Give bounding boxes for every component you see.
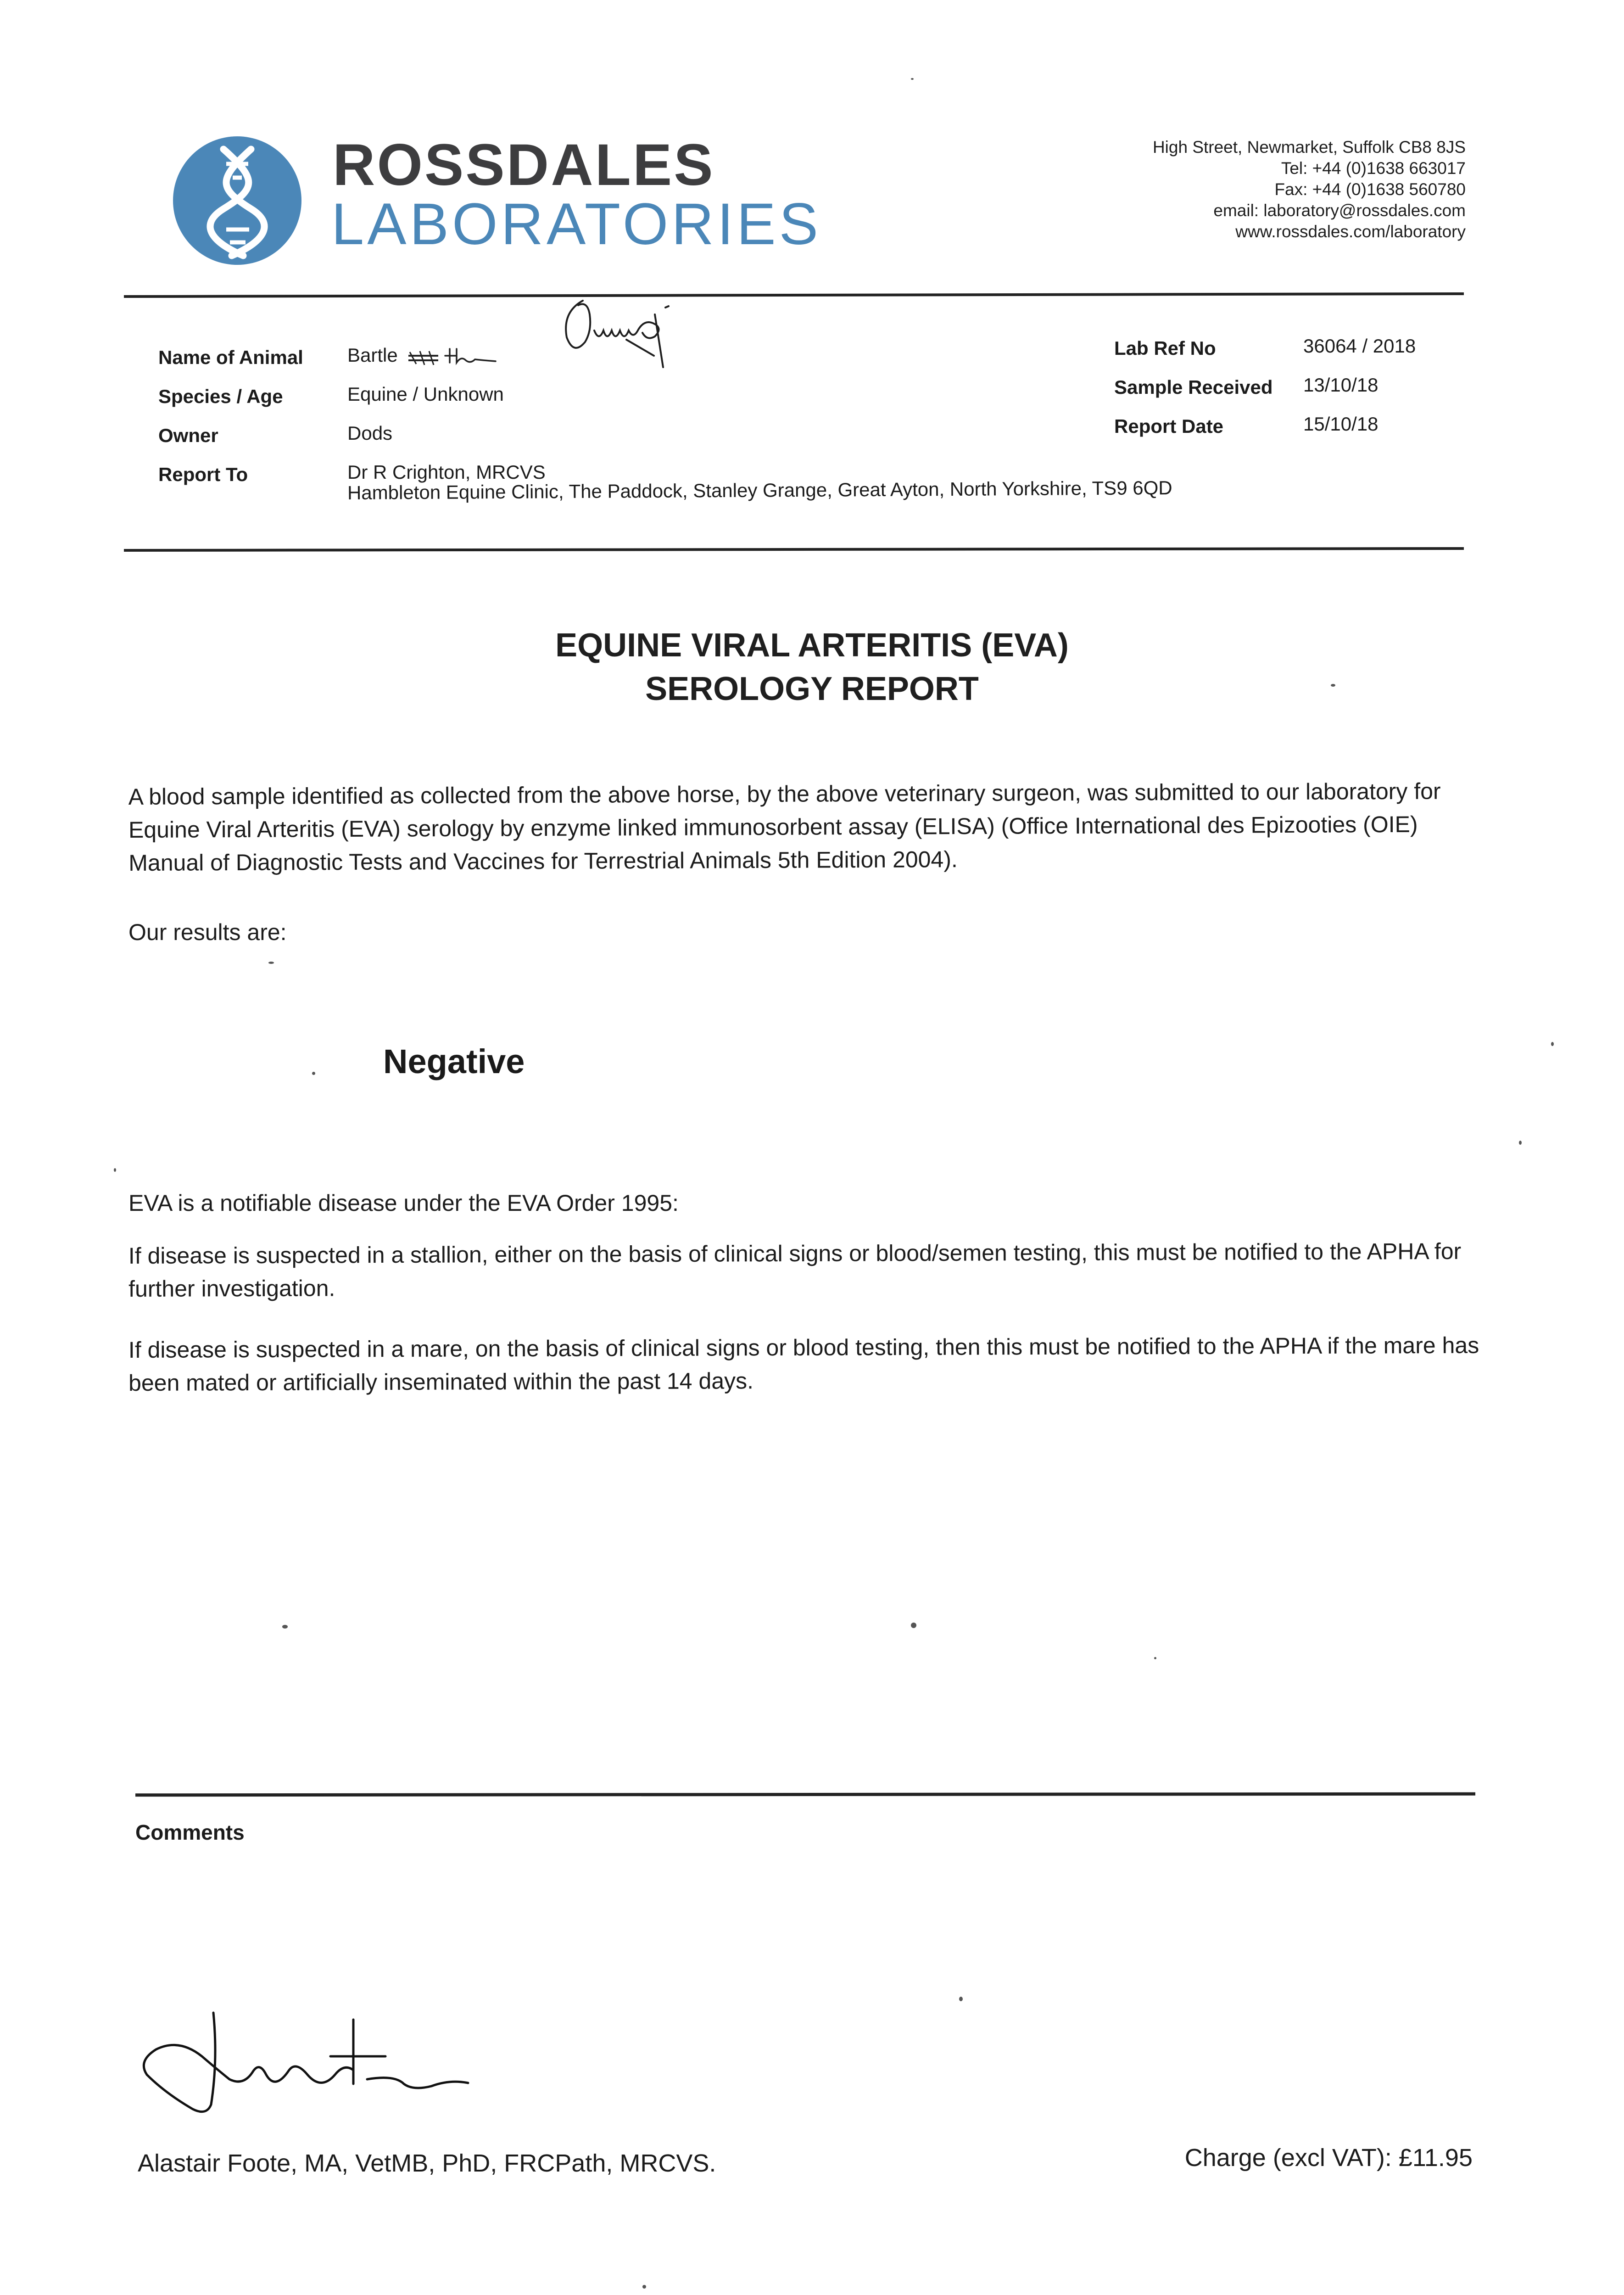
report-title-line1: EQUINE VIRAL ARTERITIS (EVA) — [555, 627, 1069, 664]
owner-label: Owner — [158, 425, 218, 446]
notifiable-statement: EVA is a notifiable disease under the EVA Order 1995: — [128, 1190, 679, 1216]
lab-ref-value: 36064 / 2018 — [1303, 335, 1416, 357]
mare-note: If disease is suspected in a mare, on the basis of clinical signs or blood testing, then this must be notified to the APHA if the mare has been mated or artificially inseminated within the past 14 days. — [128, 1332, 1479, 1396]
comments-divider — [135, 1792, 1475, 1797]
name-of-animal-value: Bartle — [347, 344, 398, 366]
scan-speck — [282, 1625, 288, 1629]
scan-speck — [642, 2285, 646, 2289]
contact-web: www.rossdales.com/laboratory — [1235, 222, 1466, 241]
details-divider — [124, 547, 1464, 552]
report-date-label: Report Date — [1114, 415, 1224, 437]
signatory-name: Alastair Foote, MA, VetMB, PhD, FRCPath, MRCVS. — [138, 2149, 716, 2177]
scan-speck — [312, 1072, 315, 1075]
report-title-line2: SEROLOGY REPORT — [645, 671, 979, 707]
dna-helix-icon — [172, 135, 303, 266]
intro-paragraph: A blood sample identified as collected from the above horse, by the above veterinary surgeon, was submitted to our laboratory for Equine Viral Arteritis (EVA) serology by enzyme linked immunosorbent assay (ELISA) (Office International des Epizooties (OIE) Manual of Diagnostic Tests and Vaccines for Terrestrial Animals 5th Edition 2004). — [128, 778, 1441, 876]
report-to-line2: Hambleton Equine Clinic, The Paddock, Stanley Grange, Great Ayton, North Yorkshire, TS9 6QD — [347, 477, 1172, 504]
brand-name-line2: LABORATORIES — [331, 191, 821, 257]
scan-speck — [268, 962, 274, 964]
sample-received-label: Sample Received — [1114, 376, 1273, 398]
handwritten-initials — [548, 287, 686, 381]
stallion-note: If disease is suspected in a stallion, either on the basis of clinical signs or blood/semen testing, this must be notified to the APHA for further investigation. — [128, 1238, 1462, 1302]
report-date-value: 15/10/18 — [1303, 413, 1378, 435]
report-to-line1: Dr R Crighton, MRCVS — [347, 461, 546, 483]
contact-fax: Fax: +44 (0)1638 560780 — [1274, 180, 1466, 199]
contact-block — [1153, 137, 1466, 242]
results-lead: Our results are: — [128, 919, 287, 945]
owner-value: Dods — [347, 422, 393, 444]
scan-speck — [959, 1997, 963, 2001]
species-age-label: Species / Age — [158, 386, 283, 407]
handwritten-correction — [406, 342, 498, 372]
report-to-label: Report To — [158, 464, 248, 485]
species-age-value: Equine / Unknown — [347, 383, 504, 405]
sample-received-value: 13/10/18 — [1303, 374, 1378, 396]
scan-speck — [911, 1623, 916, 1628]
scan-speck — [114, 1168, 116, 1172]
contact-address: High Street, Newmarket, Suffolk CB8 8JS — [1152, 138, 1466, 157]
scan-speck — [1551, 1042, 1554, 1046]
contact-email: email: laboratory@rossdales.com — [1213, 201, 1466, 220]
charge-amount: Charge (excl VAT): £11.95 — [1184, 2144, 1473, 2172]
scan-speck — [1519, 1141, 1522, 1145]
result-value: Negative — [383, 1042, 525, 1080]
comments-label: Comments — [135, 1820, 245, 1844]
header-divider — [124, 292, 1464, 298]
scan-speck — [1331, 684, 1335, 687]
name-of-animal-label: Name of Animal — [158, 347, 303, 368]
brand-name-line1: ROSSDALES — [333, 132, 715, 198]
scan-speck — [1154, 1657, 1156, 1659]
scan-speck — [911, 78, 914, 80]
signature — [138, 2006, 496, 2127]
lab-ref-label: Lab Ref No — [1114, 337, 1216, 359]
contact-tel: Tel: +44 (0)1638 663017 — [1281, 159, 1466, 178]
